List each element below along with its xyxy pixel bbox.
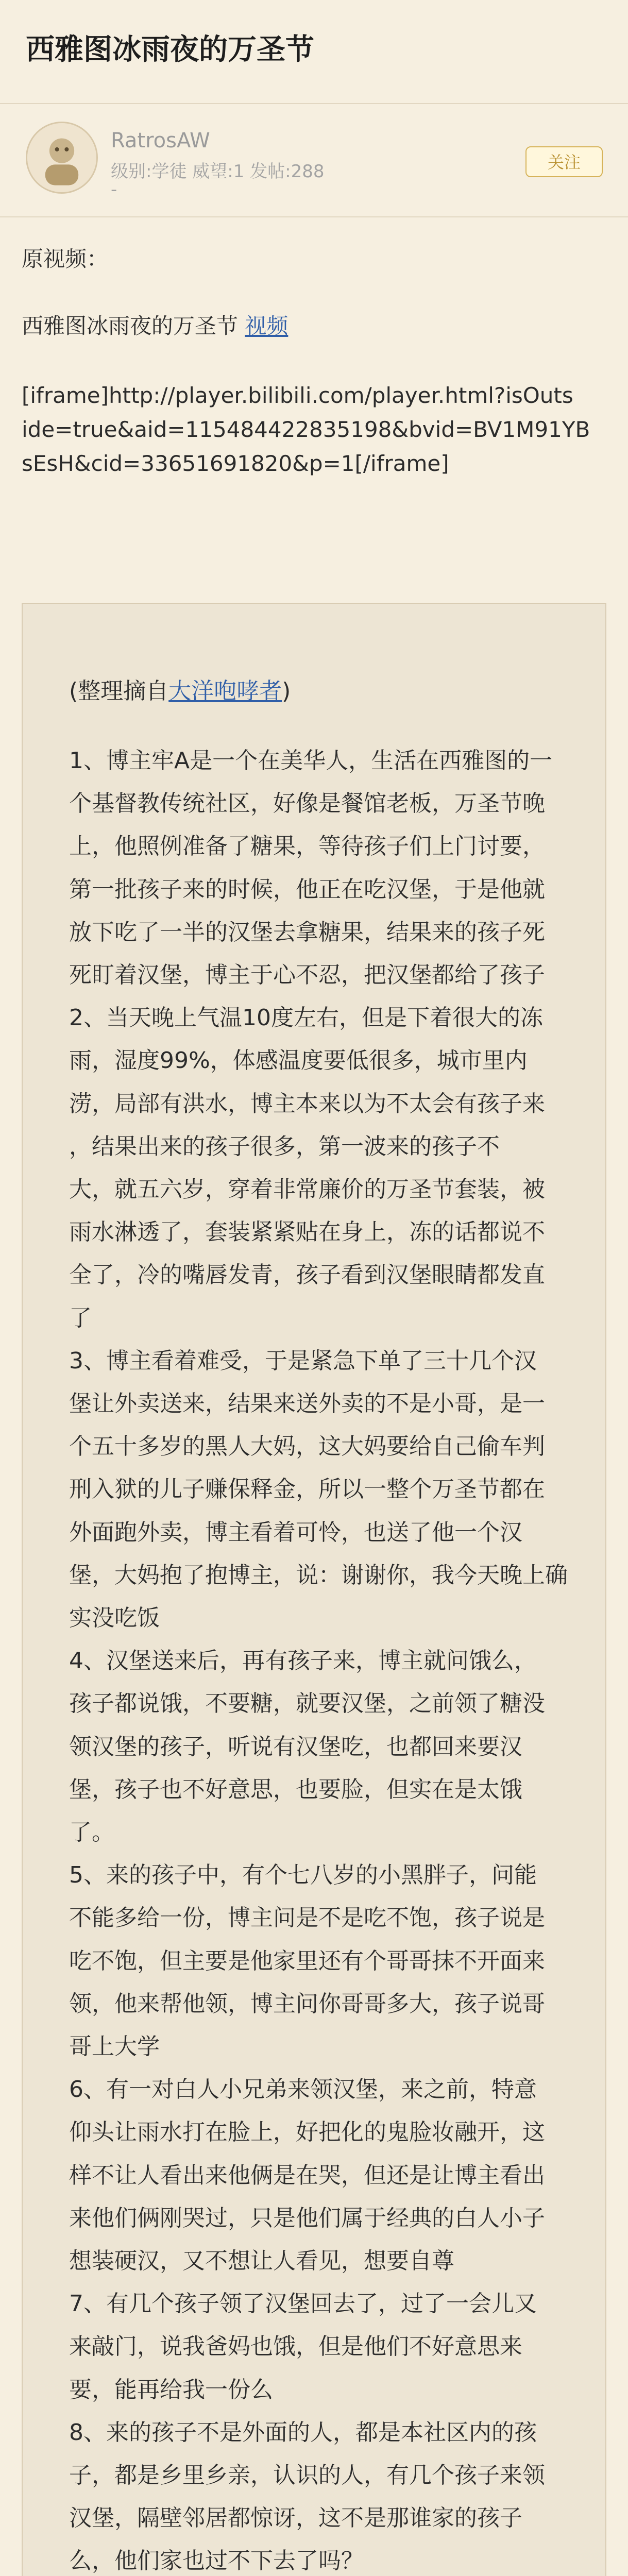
quote-line: 外面跑外卖，博主看着可怜，也送了他一个汉 (69, 1519, 522, 1546)
quote-line: 来他们俩刚哭过，只是他们属于经典的白人小子 (69, 2205, 545, 2231)
quote-line: 了。 (69, 1819, 114, 1845)
quote-line: 堡，大妈抱了抱博主，说：谢谢你，我今天晚上确 (69, 1562, 568, 1588)
follow-button[interactable]: 关注 (525, 146, 603, 177)
quote-line: 3、博主看着难受，于是紧急下单了三十几个汉 (69, 1348, 537, 1374)
quote-line: 样不让人看出来他俩是在哭，但还是让博主看出 (69, 2162, 545, 2189)
quote-line: 第一批孩子来的时候，他正在吃汉堡，于是他就 (69, 876, 545, 903)
quote-source-prefix: (整理摘自 (69, 678, 169, 704)
quote-line: 6、有一对白人小兄弟来领汉堡，来之前，特意 (69, 2076, 537, 2103)
quote-line: 7、有几个孩子领了汉堡回去了，过了一会儿又 (69, 2291, 537, 2317)
quote-line: 吃不饱，但主要是他家里还有个哥哥抹不开面来 (69, 1948, 545, 1974)
quote-line: 仰头让雨水打在脸上，好把化的鬼脸妆融开，这 (69, 2119, 545, 2145)
quote-block (22, 603, 606, 2576)
quote-line: 汉堡，隔壁邻居都惊讶，这不是那谁家的孩子 (69, 2505, 522, 2531)
quote-line: 雨，湿度99%，体感温度要低很多，城市里内 (69, 1047, 528, 1074)
author-name[interactable]: RatrosAW (111, 129, 210, 152)
quote-line: 领汉堡的孩子，听说有汉堡吃，也都回来要汉 (69, 1734, 522, 1760)
quote-line: 个基督教传统社区，好像是餐馆老板，万圣节晚 (69, 790, 545, 817)
post-title: 西雅图冰雨夜的万圣节 (26, 33, 314, 66)
quote-line: 1、博主牢A是一个在美华人，生活在西雅图的一 (69, 748, 553, 774)
quote-line: 么，他们家也过不下去了吗？ (69, 2548, 364, 2574)
quote-line: ，结果出来的孩子很多，第一波来的孩子不 (69, 1133, 500, 1160)
quote-line: 要，能再给我一份么 (69, 2377, 273, 2403)
iframe-line-2: ide=true&aid=115484422835198&bvid=BV1M91YB (22, 417, 590, 442)
quote-line: 了 (69, 1305, 92, 1331)
quote-source-suffix: ) (282, 678, 291, 704)
quote-line: 上，他照例准备了糖果，等待孩子们上门讨要， (69, 833, 545, 859)
quote-line: 孩子都说饿，不要糖，就要汉堡，之前领了糖没 (69, 1690, 545, 1717)
intro-title-text: 西雅图冰雨夜的万圣节 (22, 313, 245, 338)
quote-line: 4、汉堡送来后，再有孩子来，博主就问饿么， (69, 1648, 537, 1674)
avatar[interactable] (26, 122, 98, 194)
quote-line: 死盯着汉堡，博主于心不忍，把汉堡都给了孩子 (69, 962, 545, 988)
quote-source (69, 679, 291, 704)
video-link[interactable]: 视频 (245, 313, 288, 338)
quote-line: 不能多给一份，博主问是不是吃不饱，孩子说是 (69, 1905, 545, 1931)
quote-line: 哥上大学 (69, 2033, 160, 2060)
quote-line: 子，都是乡里乡亲，认识的人，有几个孩子来领 (69, 2462, 545, 2488)
quote-line: 全了，冷的嘴唇发青，孩子看到汉堡眼睛都发直 (69, 1262, 545, 1288)
quote-line: 实没吃饭 (69, 1605, 160, 1631)
quote-line: 想装硬汉，又不想让人看见，想要自尊 (69, 2248, 454, 2274)
quote-line: 领，他来帮他领，博主问你哥哥多大，孩子说哥 (69, 1991, 545, 2017)
intro-title-line (22, 309, 609, 343)
source-author-link[interactable]: 大洋咆哮者 (168, 678, 282, 704)
iframe-line-1: [iframe]http://player.bilibili.com/player.html?isOuts (22, 383, 573, 408)
quote-line: 个五十多岁的黑人大妈，这大妈要给自己偷车判 (69, 1433, 545, 1460)
quote-line: 来敲门，说我爸妈也饿，但是他们不好意思来 (69, 2333, 522, 2360)
quote-line: 放下吃了一半的汉堡去拿糖果，结果来的孩子死 (69, 919, 545, 945)
quote-line: 涝，局部有洪水，博主本来以为不太会有孩子来 (69, 1091, 545, 1117)
avatar-image-icon (27, 123, 96, 192)
quote-line: 5、来的孩子中，有个七八岁的小黑胖子，问能 (69, 1862, 537, 1888)
quote-line: 堡，孩子也不好意思，也要脸，但实在是太饿 (69, 1776, 522, 1803)
author-meta: 级别:学徒 威望:1 发帖:288 (111, 161, 325, 182)
quote-line: 8、来的孩子不是外面的人，都是本社区内的孩 (69, 2419, 537, 2446)
iframe-line-3: sEsH&cid=33651691820&p=1[/iframe] (22, 451, 449, 476)
intro-label: 原视频： (22, 246, 109, 272)
quote-line: 雨水淋透了，套装紧紧贴在身上，冻的话都说不 (69, 1219, 545, 1245)
quote-line: 大，就五六岁，穿着非常廉价的万圣节套装，被 (69, 1176, 545, 1202)
quote-line: 2、当天晚上气温10度左右，但是下着很大的冻 (69, 1005, 543, 1031)
author-signature: - (111, 179, 117, 200)
quote-line: 堡让外卖送来，结果来送外卖的不是小哥，是一 (69, 1391, 545, 1417)
title-bar (0, 0, 628, 104)
quote-line: 刑入狱的儿子赚保释金，所以一整个万圣节都在 (69, 1476, 545, 1502)
